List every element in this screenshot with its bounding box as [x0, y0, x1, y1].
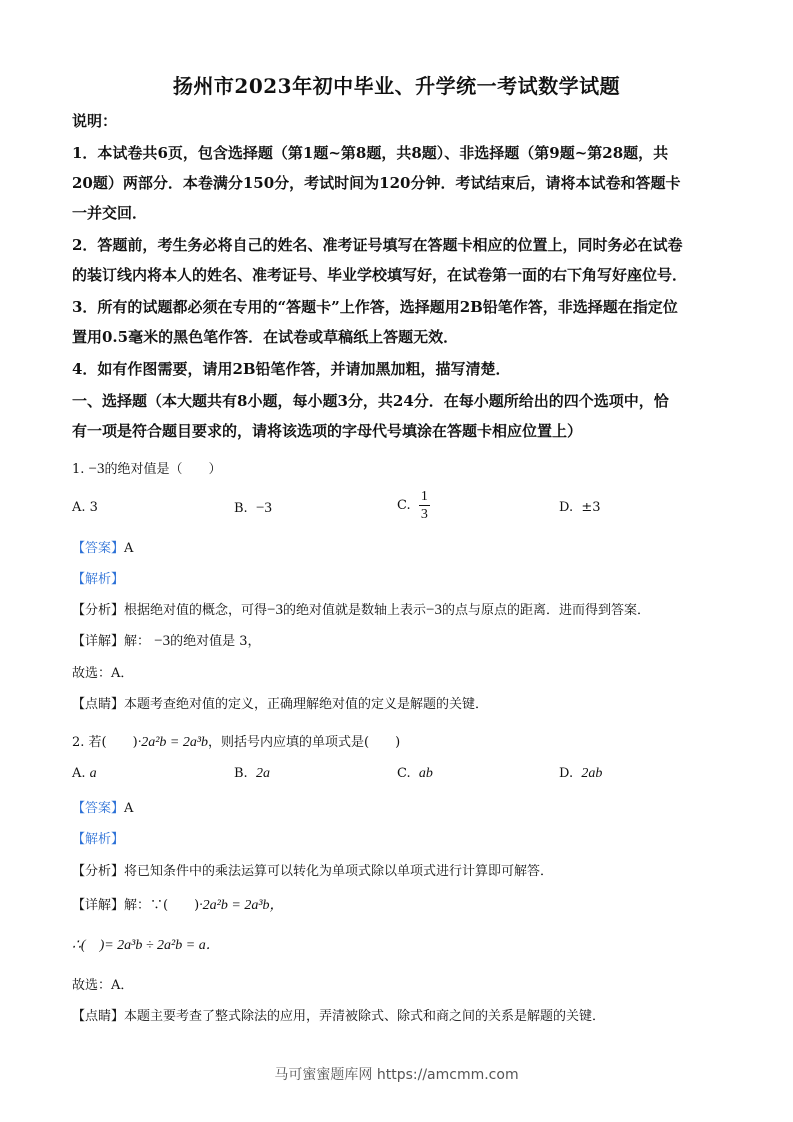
instruction-line: 3．所有的试题都必须在专用的“答题卡”上作答，选择题用2B铅笔作答，非选择题在指定位	[72, 298, 678, 316]
section-heading-line: 一、选择题（本大题共有8小题，每小题3分，共24分．在每小题所给出的四个选项中，恰	[72, 392, 669, 410]
choose-line: 故选：A．	[72, 978, 134, 993]
option-c: C. ab	[397, 766, 433, 781]
question-number: 1.	[72, 462, 85, 477]
math-expression: −3	[88, 461, 105, 477]
comment-line: 【点睛】本题考查绝对值的定义，正确理解绝对值的定义是解题的关键．	[72, 697, 489, 712]
detail-line: 【详解】解： −3的绝对值是 3，	[72, 633, 261, 649]
instruction-line: 20题）两部分．本卷满分150分，考试时间为120分钟．考试结束后，请将本试卷和答题卡	[72, 174, 681, 192]
footer-watermark: 马可蜜蜜题库网 https://amcmm.com	[274, 1067, 519, 1083]
option-a: A. 3	[72, 500, 98, 515]
option-b: B. −3	[234, 500, 272, 516]
question-1-stem	[72, 458, 727, 478]
answer-value: A	[124, 541, 134, 556]
instruction-line: 一并交回．	[72, 204, 148, 222]
fraction: $\frac{1}{3}$	[420, 489, 428, 522]
fenxi-line: 【分析】根据绝对值的概念，可得−3的绝对值就是数轴上表示−3的点与原点的距离．进而得到答案．	[72, 602, 650, 618]
math-expression: ·2a²b = 2a³b	[137, 735, 209, 750]
answer-value: A	[124, 801, 134, 816]
instructions-heading: 说明：	[72, 112, 118, 130]
question-number: 2.	[72, 735, 85, 750]
answer-line	[72, 537, 727, 556]
option-c: C. $\frac{1}{3}$	[397, 489, 428, 522]
option-d: D. ±3	[559, 500, 601, 515]
answer-tag: 【答案】	[72, 801, 125, 816]
question-2-stem: 2. 若( )·2a²b = 2a³b，则括号内应填的单项式是( )	[72, 735, 401, 750]
therefore-line: ∴( )= 2a³b ÷ 2a²b = a．	[72, 938, 220, 953]
choose-line: 故选：A．	[72, 666, 134, 681]
instruction-line: 1．本试卷共6页，包含选择题（第1题~第8题，共8题）、非选择题（第9题~第28题，共	[72, 144, 669, 162]
answer-line	[72, 797, 727, 816]
detail-line: 【详解】解：∵( )·2a²b = 2a³b，	[72, 898, 284, 913]
question-text: 的绝对值是（ ）	[104, 462, 222, 477]
fenxi-line: 【分析】将已知条件中的乘法运算可以转化为单项式除以单项式进行计算即可解答．	[72, 864, 554, 879]
page-title: 扬州市2023年初中毕业、升学统一考试数学试题	[172, 74, 621, 98]
option-a: A. a	[72, 766, 97, 781]
comment-line: 【点睛】本题主要考查了整式除法的应用，弄清被除式、除式和商之间的关系是解题的关键．	[72, 1009, 606, 1024]
instruction-line: 2．答题前，考生务必将自己的姓名、准考证号填写在答题卡相应的位置上，同时务必在试卷	[72, 236, 683, 254]
instruction-line: 4．如有作图需要，请用2B铅笔作答，并请加黑加粗，描写清楚．	[72, 360, 511, 378]
instruction-line: 置用0.5毫米的黑色笔作答．在试卷或草稿纸上答题无效．	[72, 328, 459, 346]
section-heading-line: 有一项是符合题目要求的，请将该选项的字母代号填涂在答题卡相应位置上）	[72, 422, 583, 440]
analysis-tag: 【解析】	[72, 572, 125, 587]
option-d: D. 2ab	[559, 766, 603, 781]
analysis-tag: 【解析】	[72, 832, 125, 847]
answer-tag: 【答案】	[72, 541, 125, 556]
instruction-line: 的装订线内将本人的姓名、准考证号、毕业学校填写好，在试卷第一面的右下角写好座位号．	[72, 266, 688, 284]
option-b: B. 2a	[234, 766, 270, 781]
